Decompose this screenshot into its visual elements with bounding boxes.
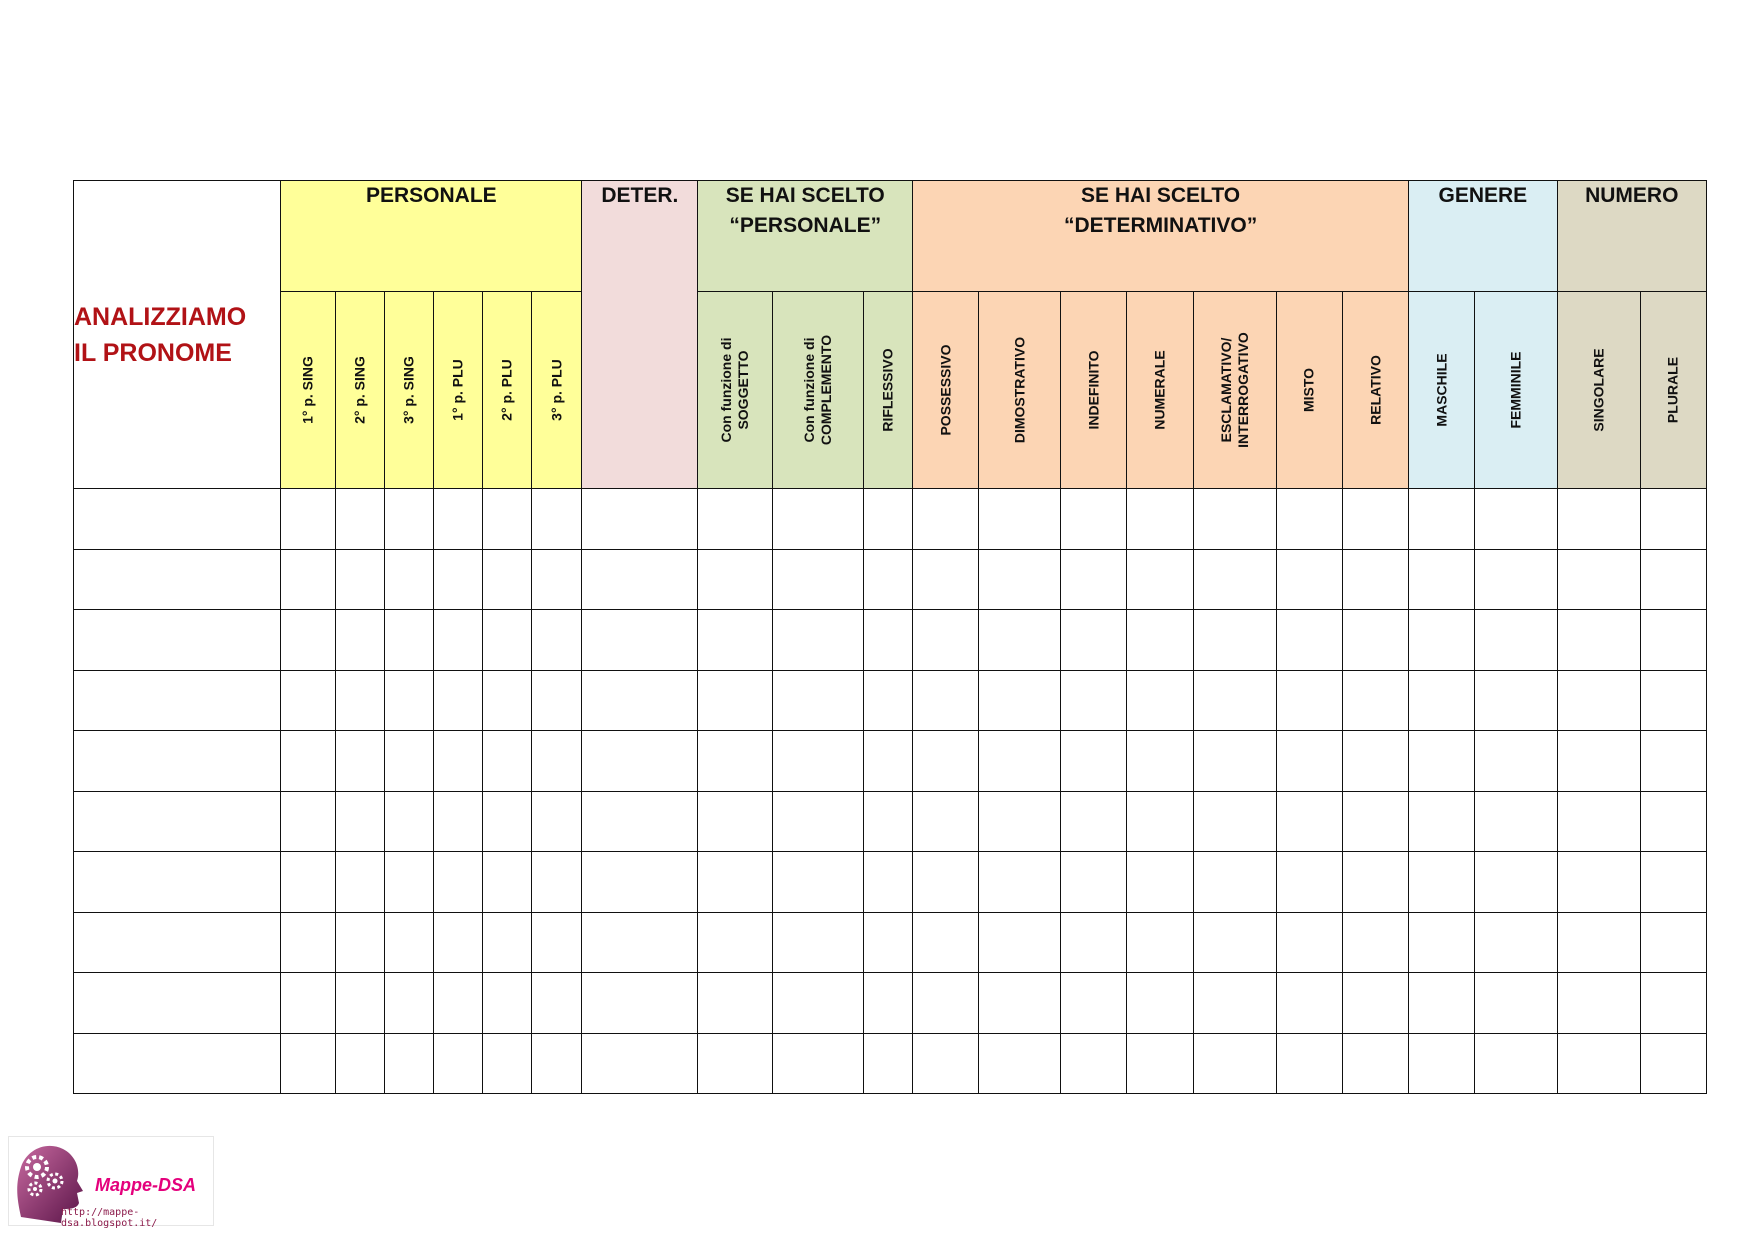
answer-cell[interactable] [1557,731,1640,792]
answer-cell[interactable] [482,912,531,973]
answer-cell[interactable] [1342,731,1408,792]
answer-cell[interactable] [1127,489,1193,550]
answer-cell[interactable] [335,852,384,913]
answer-cell[interactable] [384,852,433,913]
answer-cell[interactable] [1475,670,1557,731]
answer-cell[interactable] [335,670,384,731]
sub-3p-sing: 3° p. SING [384,292,433,489]
pronoun-entry-cell[interactable] [74,549,281,610]
answer-cell[interactable] [1193,670,1276,731]
answer-cell[interactable] [698,852,772,913]
answer-cell[interactable] [912,852,978,913]
answer-cell[interactable] [1409,791,1475,852]
answer-cell[interactable] [281,912,335,973]
answer-cell[interactable] [384,1033,433,1094]
pronoun-entry-cell[interactable] [74,791,281,852]
sub-esclamativo-interrogativo: ESCLAMATIVO/ INTERROGATIVO [1193,292,1276,489]
sub-1p-plu: 1° p. PLU [433,292,482,489]
answer-cell[interactable] [772,973,863,1034]
answer-cell[interactable] [1276,912,1342,973]
group-se-personale: SE HAI SCELTO “PERSONALE” [698,181,913,292]
answer-cell[interactable] [433,852,482,913]
answer-cell[interactable] [1061,973,1127,1034]
answer-cell[interactable] [582,489,698,550]
table-row [74,791,1707,852]
answer-cell[interactable] [1557,912,1640,973]
logo-brand: Mappe-DSA [95,1175,197,1195]
answer-cell[interactable] [532,973,582,1034]
answer-cell[interactable] [1475,912,1557,973]
answer-cell[interactable] [1557,852,1640,913]
answer-cell[interactable] [281,852,335,913]
answer-cell[interactable] [1193,912,1276,973]
answer-cell[interactable] [281,549,335,610]
answer-cell[interactable] [1342,791,1408,852]
answer-cell[interactable] [384,731,433,792]
answer-cell[interactable] [482,1033,531,1094]
answer-cell[interactable] [1193,610,1276,671]
answer-cell[interactable] [1475,610,1557,671]
pronoun-entry-cell[interactable] [74,912,281,973]
answer-cell[interactable] [532,1033,582,1094]
answer-cell[interactable] [979,731,1061,792]
answer-cell[interactable] [433,912,482,973]
answer-cell[interactable] [1127,670,1193,731]
answer-cell[interactable] [1061,489,1127,550]
answer-cell[interactable] [384,549,433,610]
answer-cell[interactable] [281,1033,335,1094]
sub-2p-sing: 2° p. SING [335,292,384,489]
answer-cell[interactable] [1475,791,1557,852]
answer-cell[interactable] [1061,791,1127,852]
answer-cell[interactable] [1276,852,1342,913]
answer-cell[interactable] [335,549,384,610]
answer-cell[interactable] [1557,549,1640,610]
answer-cell[interactable] [1342,670,1408,731]
answer-cell[interactable] [582,852,698,913]
answer-cell[interactable] [698,791,772,852]
group-numero: NUMERO [1557,181,1706,292]
answer-cell[interactable] [582,549,698,610]
answer-cell[interactable] [863,1033,912,1094]
answer-cell[interactable] [433,1033,482,1094]
pronoun-entry-cell[interactable] [74,1033,281,1094]
answer-cell[interactable] [912,610,978,671]
table-title-cell [74,181,281,489]
header-row-groups [74,181,1707,292]
answer-cell[interactable] [863,912,912,973]
sub-misto: MISTO [1276,292,1342,489]
answer-cell[interactable] [1475,973,1557,1034]
answer-cell[interactable] [532,852,582,913]
answer-cell[interactable] [1640,670,1706,731]
answer-cell[interactable] [772,489,863,550]
pronoun-entry-cell[interactable] [74,489,281,550]
sub-numerale: NUMERALE [1127,292,1193,489]
answer-cell[interactable] [433,791,482,852]
answer-cell[interactable] [582,1033,698,1094]
answer-cell[interactable] [1193,489,1276,550]
group-determinativo: DETER. [582,181,698,489]
answer-cell[interactable] [1640,731,1706,792]
answer-cell[interactable] [1276,670,1342,731]
answer-cell[interactable] [384,610,433,671]
answer-cell[interactable] [698,489,772,550]
answer-cell[interactable] [979,610,1061,671]
answer-cell[interactable] [1557,670,1640,731]
answer-cell[interactable] [384,912,433,973]
sub-riflessivo: RIFLESSIVO [863,292,912,489]
sub-maschile: MASCHILE [1409,292,1475,489]
answer-cell[interactable] [1409,610,1475,671]
answer-cell[interactable] [979,1033,1061,1094]
answer-cell[interactable] [1276,731,1342,792]
answer-cell[interactable] [1193,731,1276,792]
answer-cell[interactable] [698,912,772,973]
answer-cell[interactable] [1640,912,1706,973]
sub-singolare: SINGOLARE [1557,292,1640,489]
table-row [74,852,1707,913]
answer-cell[interactable] [1409,549,1475,610]
pronoun-entry-cell[interactable] [74,973,281,1034]
answer-cell[interactable] [979,489,1061,550]
answer-cell[interactable] [1276,610,1342,671]
answer-cell[interactable] [335,1033,384,1094]
answer-cell[interactable] [384,670,433,731]
answer-cell[interactable] [979,670,1061,731]
pronoun-entry-cell[interactable] [74,670,281,731]
sub-3p-plu: 3° p. PLU [532,292,582,489]
answer-cell[interactable] [433,731,482,792]
logo-url: http://mappe-dsa.blogspot.it/ [61,1207,158,1229]
header-row-subcategories [74,292,1707,489]
answer-cell[interactable] [979,912,1061,973]
answer-cell[interactable] [912,670,978,731]
answer-cell[interactable] [335,731,384,792]
answer-cell[interactable] [1276,791,1342,852]
answer-cell[interactable] [1276,489,1342,550]
answer-cell[interactable] [1640,489,1706,550]
answer-cell[interactable] [482,670,531,731]
answer-cell[interactable] [1342,489,1408,550]
answer-cell[interactable] [1409,973,1475,1034]
answer-cell[interactable] [582,731,698,792]
answer-cell[interactable] [772,670,863,731]
table-row [74,731,1707,792]
sub-femminile: FEMMINILE [1475,292,1557,489]
answer-cell[interactable] [384,973,433,1034]
table-row [74,973,1707,1034]
answer-cell[interactable] [1193,1033,1276,1094]
answer-cell[interactable] [1061,1033,1127,1094]
table-row [74,912,1707,973]
answer-cell[interactable] [1127,610,1193,671]
answer-cell[interactable] [1475,549,1557,610]
answer-cell[interactable] [1061,549,1127,610]
answer-cell[interactable] [863,791,912,852]
answer-cell[interactable] [1409,489,1475,550]
answer-cell[interactable] [1061,731,1127,792]
sub-complemento: Con funzione di COMPLEMENTO [772,292,863,489]
answer-cell[interactable] [1475,1033,1557,1094]
answer-cell[interactable] [1640,973,1706,1034]
answer-cell[interactable] [482,791,531,852]
answer-cell[interactable] [532,912,582,973]
answer-cell[interactable] [482,610,531,671]
answer-cell[interactable] [1127,852,1193,913]
answer-cell[interactable] [482,852,531,913]
answer-cell[interactable] [772,549,863,610]
table-row [74,549,1707,610]
answer-cell[interactable] [1193,549,1276,610]
answer-cell[interactable] [281,489,335,550]
sub-1p-sing: 1° p. SING [281,292,335,489]
answer-cell[interactable] [1557,973,1640,1034]
answer-cell[interactable] [772,731,863,792]
answer-cell[interactable] [772,852,863,913]
sub-plurale: PLURALE [1640,292,1706,489]
answer-cell[interactable] [281,610,335,671]
answer-cell[interactable] [532,610,582,671]
answer-cell[interactable] [335,912,384,973]
answer-cell[interactable] [335,973,384,1034]
group-personale: PERSONALE [281,181,582,292]
answer-cell[interactable] [698,973,772,1034]
pronoun-entry-cell[interactable] [74,852,281,913]
answer-cell[interactable] [1342,1033,1408,1094]
answer-cell[interactable] [1276,549,1342,610]
answer-cell[interactable] [1409,670,1475,731]
answer-cell[interactable] [582,610,698,671]
answer-cell[interactable] [482,731,531,792]
answer-cell[interactable] [1193,791,1276,852]
answer-cell[interactable] [1640,852,1706,913]
answer-cell[interactable] [532,549,582,610]
answer-cell[interactable] [582,973,698,1034]
answer-cell[interactable] [863,489,912,550]
answer-cell[interactable] [912,489,978,550]
sub-possessivo: POSSESSIVO [912,292,978,489]
answer-cell[interactable] [532,731,582,792]
sub-dimostrativo: DIMOSTRATIVO [979,292,1061,489]
answer-cell[interactable] [912,731,978,792]
answer-cell[interactable] [863,549,912,610]
answer-cell[interactable] [1475,852,1557,913]
answer-cell[interactable] [1127,731,1193,792]
answer-cell[interactable] [482,973,531,1034]
answer-cell[interactable] [698,731,772,792]
answer-cell[interactable] [1475,489,1557,550]
answer-cell[interactable] [772,912,863,973]
answer-cell[interactable] [532,489,582,550]
answer-cell[interactable] [482,489,531,550]
answer-cell[interactable] [433,610,482,671]
pronoun-entry-cell[interactable] [74,610,281,671]
sub-soggetto: Con funzione di SOGGETTO [698,292,772,489]
answer-cell[interactable] [335,610,384,671]
answer-cell[interactable] [1409,852,1475,913]
answer-cell[interactable] [772,610,863,671]
answer-cell[interactable] [863,610,912,671]
answer-cell[interactable] [281,670,335,731]
answer-cell[interactable] [1127,912,1193,973]
answer-cell[interactable] [1193,852,1276,913]
answer-cell[interactable] [1409,731,1475,792]
answer-cell[interactable] [335,489,384,550]
answer-cell[interactable] [281,731,335,792]
answer-cell[interactable] [1640,1033,1706,1094]
answer-cell[interactable] [433,670,482,731]
answer-cell[interactable] [912,791,978,852]
answer-cell[interactable] [1557,1033,1640,1094]
answer-cell[interactable] [281,791,335,852]
answer-cell[interactable] [1557,791,1640,852]
table-row [74,489,1707,550]
answer-cell[interactable] [1342,912,1408,973]
answer-cell[interactable] [1640,549,1706,610]
answer-cell[interactable] [1557,610,1640,671]
answer-cell[interactable] [979,973,1061,1034]
answer-cell[interactable] [433,489,482,550]
answer-cell[interactable] [979,549,1061,610]
mappe-dsa-logo [8,1136,214,1229]
answer-cell[interactable] [979,852,1061,913]
answer-cell[interactable] [1127,1033,1193,1094]
answer-cell[interactable] [912,549,978,610]
table-row [74,610,1707,671]
answer-cell[interactable] [482,549,531,610]
answer-cell[interactable] [582,670,698,731]
answer-cell[interactable] [698,549,772,610]
answer-cell[interactable] [863,670,912,731]
table-title: ANALIZZIAMO IL PRONOME [74,302,247,367]
answer-cell[interactable] [384,489,433,550]
group-genere: GENERE [1409,181,1557,292]
pronoun-analysis-table [73,180,1707,1094]
answer-cell[interactable] [1342,973,1408,1034]
answer-cell[interactable] [1640,791,1706,852]
answer-cell[interactable] [1061,670,1127,731]
answer-cell[interactable] [698,610,772,671]
answer-cell[interactable] [1276,973,1342,1034]
table-row [74,1033,1707,1094]
pronoun-entry-cell[interactable] [74,731,281,792]
answer-cell[interactable] [772,791,863,852]
answer-cell[interactable] [863,973,912,1034]
answer-cell[interactable] [863,731,912,792]
answer-cell[interactable] [281,973,335,1034]
answer-cell[interactable] [1409,912,1475,973]
answer-cell[interactable] [433,973,482,1034]
answer-cell[interactable] [582,791,698,852]
answer-cell[interactable] [979,791,1061,852]
answer-cell[interactable] [912,973,978,1034]
table-row [74,670,1707,731]
answer-cell[interactable] [1640,610,1706,671]
answer-cell[interactable] [1409,1033,1475,1094]
answer-cell[interactable] [1127,791,1193,852]
answer-cell[interactable] [1127,973,1193,1034]
answer-cell[interactable] [1061,610,1127,671]
answer-cell[interactable] [532,670,582,731]
answer-cell[interactable] [772,1033,863,1094]
group-se-determinativo: SE HAI SCELTO “DETERMINATIVO” [912,181,1408,292]
answer-cell[interactable] [582,912,698,973]
answer-cell[interactable] [863,852,912,913]
answer-cell[interactable] [335,791,384,852]
sub-indefinito: INDEFINITO [1061,292,1127,489]
answer-cell[interactable] [1061,852,1127,913]
answer-cell[interactable] [1342,610,1408,671]
answer-cell[interactable] [1276,1033,1342,1094]
answer-cell[interactable] [912,912,978,973]
answer-cell[interactable] [1342,852,1408,913]
answer-cell[interactable] [532,791,582,852]
answer-cell[interactable] [1557,489,1640,550]
answer-cell[interactable] [1475,731,1557,792]
sub-2p-plu: 2° p. PLU [482,292,531,489]
answer-cell[interactable] [1127,549,1193,610]
answer-cell[interactable] [1342,549,1408,610]
answer-cell[interactable] [433,549,482,610]
answer-cell[interactable] [912,1033,978,1094]
answer-cell[interactable] [1061,912,1127,973]
answer-cell[interactable] [1193,973,1276,1034]
answer-cell[interactable] [384,791,433,852]
sub-relativo: RELATIVO [1342,292,1408,489]
answer-cell[interactable] [698,1033,772,1094]
answer-cell[interactable] [698,670,772,731]
